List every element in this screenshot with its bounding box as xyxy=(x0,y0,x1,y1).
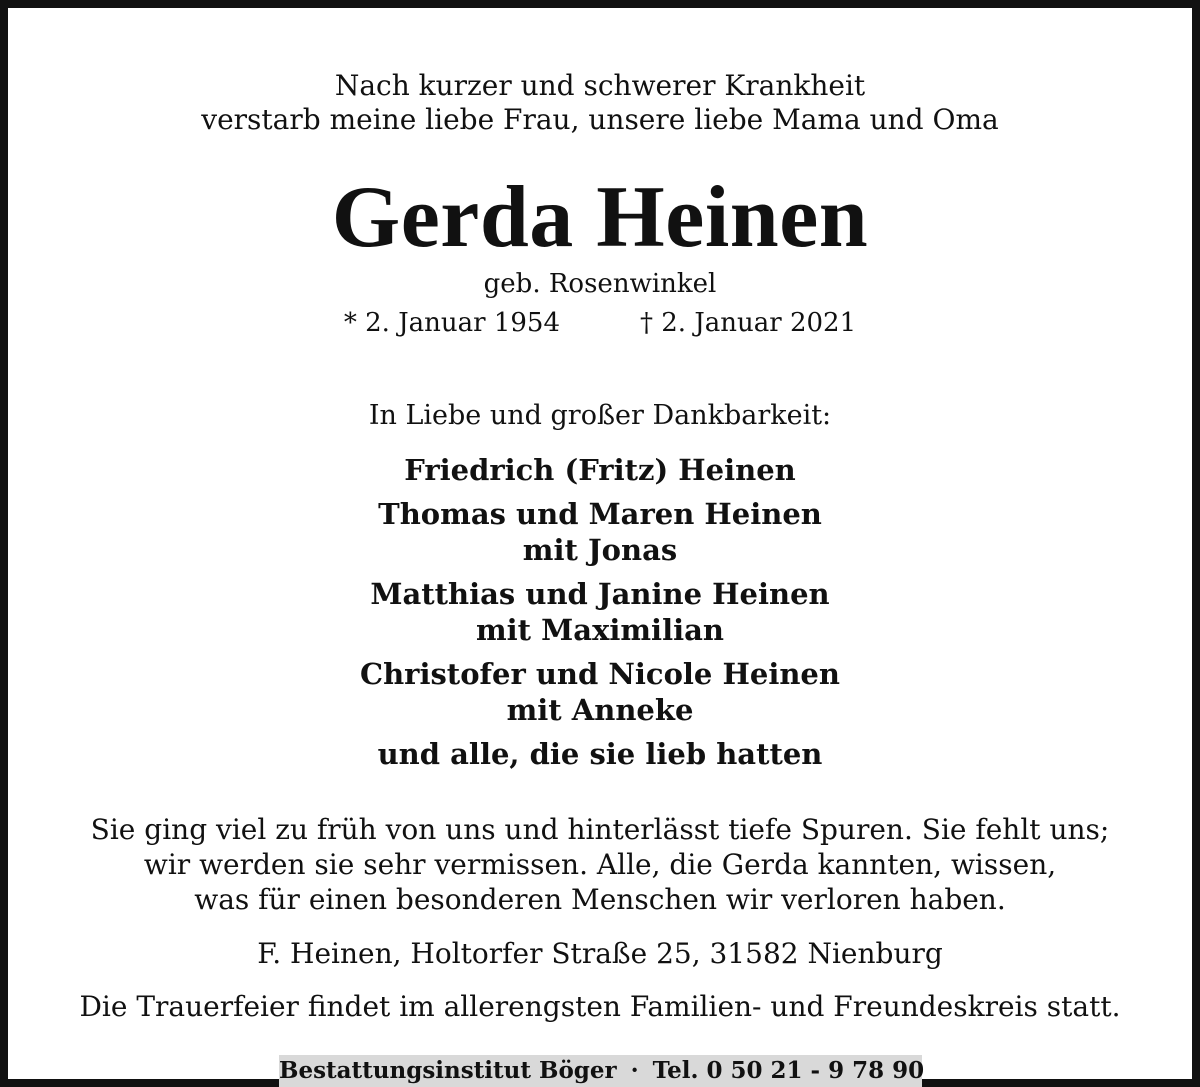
footer-separator: · xyxy=(630,1057,639,1084)
intro-line-2: verstarb meine liebe Frau, unsere liebe Mama und Oma xyxy=(201,103,999,136)
life-dates xyxy=(0,307,1200,339)
family-member: mit Jonas xyxy=(522,533,678,567)
undertaker-footer xyxy=(279,1055,925,1087)
thanks-line: In Liebe und großer Dankbarkeit: xyxy=(368,400,832,431)
deceased-name: Gerda Heinen xyxy=(331,169,869,266)
ceremony-line: Die Trauerfeier findet im allerengsten Familien- und Freundeskreis statt. xyxy=(79,990,1121,1023)
family-member: mit Maximilian xyxy=(475,613,724,647)
family-member: Thomas und Maren Heinen xyxy=(378,497,822,531)
message-line-2: wir werden sie sehr vermissen. Alle, die Gerda kannten, wissen, xyxy=(143,848,1057,881)
message-line-1: Sie ging viel zu früh von uns und hinterlässt tiefe Spuren. Sie fehlt uns; xyxy=(90,813,1110,846)
message-line-3: was für einen besonderen Menschen wir verloren haben. xyxy=(194,883,1006,916)
undertaker-name: Bestattungsinstitut Böger xyxy=(279,1057,617,1084)
birth-name: geb. Rosenwinkel xyxy=(483,269,717,299)
undertaker-phone: Tel. 0 50 21 - 9 78 90 xyxy=(652,1057,925,1084)
address-line: F. Heinen, Holtorfer Straße 25, 31582 Nienburg xyxy=(257,937,943,970)
family-member: Matthias und Janine Heinen xyxy=(370,577,830,611)
birth-date: * 2. Januar 1954 xyxy=(343,308,560,338)
family-member: und alle, die sie lieb hatten xyxy=(377,737,823,771)
intro-line-1: Nach kurzer und schwerer Krankheit xyxy=(334,69,866,102)
family-member: mit Anneke xyxy=(506,693,694,727)
family-member: Christofer und Nicole Heinen xyxy=(360,657,840,691)
death-date: † 2. Januar 2021 xyxy=(640,308,857,338)
family-member: Friedrich (Fritz) Heinen xyxy=(404,453,796,487)
